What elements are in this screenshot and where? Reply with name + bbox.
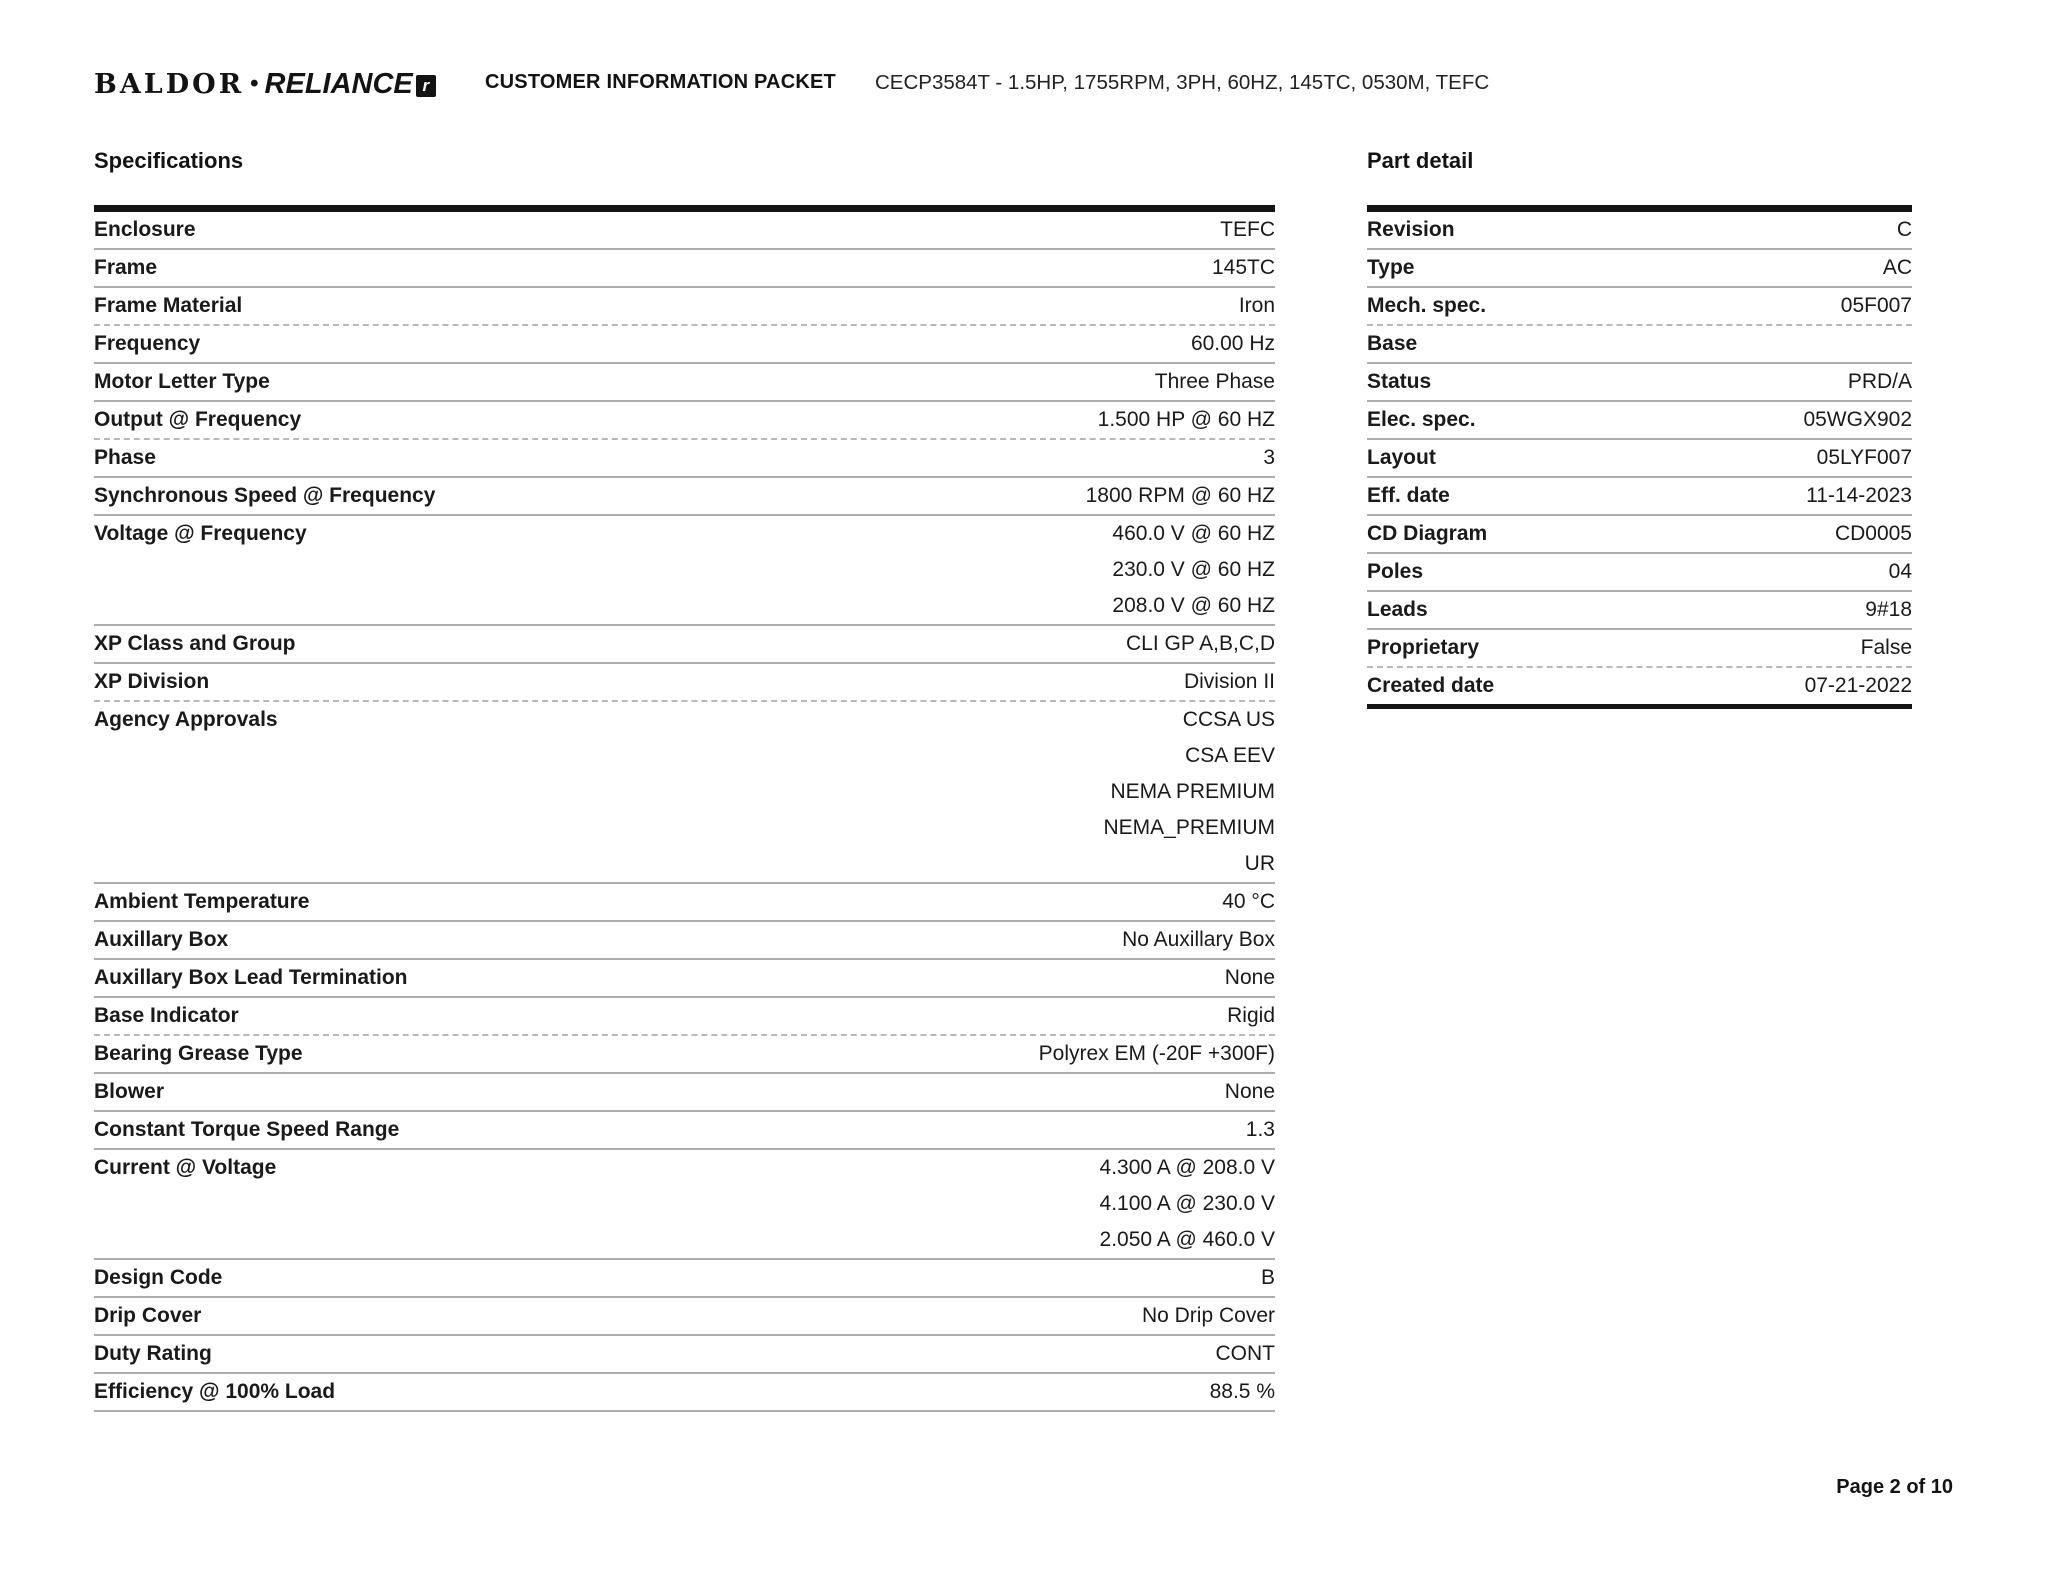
row-values [1806, 478, 1912, 514]
spec-row [94, 626, 1275, 664]
row-label: Drip Cover [94, 1304, 202, 1327]
row-values [1263, 440, 1275, 476]
spec-row [94, 516, 1275, 626]
row-value: None [1224, 966, 1275, 989]
table-top-rule [94, 205, 1275, 212]
row-label: Created date [1367, 674, 1495, 697]
logo-reliance-text: RELIANCE [264, 68, 413, 100]
row-value: PRD/A [1847, 370, 1912, 393]
part-detail-table [1367, 205, 1912, 709]
spec-row [94, 478, 1275, 516]
row-label: Status [1367, 370, 1432, 393]
row-value: None [1224, 1080, 1275, 1103]
row-values [1142, 1298, 1275, 1334]
row-values [1841, 288, 1912, 324]
row-value: 88.5 % [1209, 1380, 1275, 1403]
row-value: CD0005 [1834, 522, 1912, 545]
spec-row [94, 702, 1275, 884]
baldor-reliance-logo [94, 68, 436, 101]
row-label: Ambient Temperature [94, 890, 310, 913]
row-values [1086, 478, 1275, 514]
part-detail-row [1367, 440, 1912, 478]
row-label: Auxillary Box Lead Termination [94, 966, 408, 989]
row-value: 460.0 V @ 60 HZ [1112, 522, 1275, 545]
row-values [1246, 1112, 1275, 1148]
specifications-table [94, 205, 1275, 1412]
row-label: Elec. spec. [1367, 408, 1476, 431]
row-label: Synchronous Speed @ Frequency [94, 484, 436, 507]
part-detail-row [1367, 364, 1912, 402]
page-number: Page 2 of 10 [1836, 1476, 1953, 1498]
row-values [1897, 212, 1912, 248]
row-value: Division II [1183, 670, 1275, 693]
row-value: CSA EEV [1185, 744, 1275, 767]
page-header [0, 68, 2048, 108]
row-values [1865, 592, 1912, 628]
spec-row [94, 1374, 1275, 1412]
row-value: 60.00 Hz [1190, 332, 1275, 355]
row-value: No Drip Cover [1141, 1304, 1275, 1327]
row-label: Mech. spec. [1367, 294, 1487, 317]
row-value: 4.100 A @ 230.0 V [1099, 1192, 1275, 1215]
part-detail-row [1367, 478, 1912, 516]
row-values [1222, 884, 1275, 920]
row-label: Output @ Frequency [94, 408, 302, 431]
row-value: 145TC [1211, 256, 1275, 279]
row-value: Three Phase [1154, 370, 1275, 393]
row-value: 05WGX902 [1803, 408, 1912, 431]
part-detail-row [1367, 212, 1912, 250]
row-label: XP Class and Group [94, 632, 296, 655]
spec-row [94, 288, 1275, 326]
row-value: B [1260, 1266, 1275, 1289]
row-label: Base Indicator [94, 1004, 239, 1027]
spec-row [94, 440, 1275, 478]
row-values [1848, 364, 1912, 400]
spec-row [94, 1036, 1275, 1074]
row-label: Auxillary Box [94, 928, 229, 951]
row-label: Base [1367, 332, 1418, 355]
part-detail-section-title: Part detail [1367, 148, 1474, 173]
row-value: TEFC [1220, 218, 1275, 241]
spec-row [94, 1336, 1275, 1374]
row-values [1039, 1036, 1275, 1072]
spec-row [94, 212, 1275, 250]
spec-row [94, 884, 1275, 922]
row-value: 05LYF007 [1816, 446, 1912, 469]
row-values [1225, 960, 1275, 996]
row-value: CLI GP A,B,C,D [1126, 632, 1275, 655]
row-value: Iron [1238, 294, 1275, 317]
row-values [1227, 998, 1275, 1034]
logo-dot-icon: • [250, 70, 259, 97]
row-values [1126, 626, 1275, 662]
part-detail-row [1367, 402, 1912, 440]
row-label: Efficiency @ 100% Load [94, 1380, 336, 1403]
spec-row [94, 664, 1275, 702]
row-label: Blower [94, 1080, 165, 1103]
row-value: 11-14-2023 [1806, 484, 1912, 507]
part-detail-row [1367, 250, 1912, 288]
row-values [1889, 554, 1912, 590]
spec-row [94, 250, 1275, 288]
row-label: Leads [1367, 598, 1428, 621]
row-values [1805, 668, 1912, 704]
row-value: 40 °C [1222, 890, 1275, 913]
row-value: 208.0 V @ 60 HZ [1112, 594, 1275, 617]
row-values [1817, 440, 1912, 476]
row-value: 4.300 A @ 208.0 V [1099, 1156, 1275, 1179]
row-label: Design Code [94, 1266, 223, 1289]
part-detail-row [1367, 592, 1912, 630]
row-values [1191, 326, 1275, 362]
row-label: Bearing Grease Type [94, 1042, 303, 1065]
row-label: Current @ Voltage [94, 1156, 277, 1179]
row-values [1261, 1260, 1275, 1296]
row-label: Revision [1367, 218, 1455, 241]
row-label: Motor Letter Type [94, 370, 270, 393]
specifications-section-title: Specifications [94, 148, 244, 173]
row-value: UR [1244, 852, 1275, 875]
spec-row [94, 364, 1275, 402]
part-detail-row [1367, 516, 1912, 554]
row-values [1210, 1374, 1275, 1410]
row-values [1216, 1336, 1276, 1372]
row-value: 2.050 A @ 460.0 V [1099, 1228, 1275, 1251]
table-bottom-rule [1367, 704, 1912, 709]
row-label: Eff. date [1367, 484, 1450, 507]
row-label: Constant Torque Speed Range [94, 1118, 400, 1141]
row-label: Poles [1367, 560, 1424, 583]
row-value: NEMA_PREMIUM [1103, 816, 1275, 839]
spec-row [94, 1260, 1275, 1298]
row-value: No Auxillary Box [1122, 928, 1275, 951]
part-detail-row [1367, 630, 1912, 668]
row-values [1225, 1074, 1275, 1110]
row-values [1098, 402, 1275, 438]
row-value: CONT [1215, 1342, 1275, 1365]
part-detail-row [1367, 668, 1912, 706]
row-values [1835, 516, 1912, 552]
spec-row [94, 960, 1275, 998]
row-value: 04 [1888, 560, 1912, 583]
row-values [1122, 922, 1275, 958]
row-label: Frequency [94, 332, 201, 355]
row-value: NEMA PREMIUM [1110, 780, 1275, 803]
spec-row [94, 922, 1275, 960]
part-detail-row [1367, 326, 1912, 364]
part-detail-row [1367, 288, 1912, 326]
row-values [1883, 250, 1912, 286]
spec-row [94, 1112, 1275, 1150]
row-label: Duty Rating [94, 1342, 212, 1365]
spec-row [94, 1150, 1275, 1260]
spec-row [94, 1298, 1275, 1336]
row-value: CCSA US [1182, 708, 1275, 731]
row-label: Voltage @ Frequency [94, 522, 307, 545]
part-number-subtitle: CECP3584T - 1.5HP, 1755RPM, 3PH, 60HZ, 145TC, 0530M, TEFC [875, 71, 1490, 94]
row-values [1861, 630, 1912, 666]
row-label: Agency Approvals [94, 708, 278, 731]
row-label: Proprietary [1367, 636, 1480, 659]
spec-row [94, 326, 1275, 364]
row-label: Phase [94, 446, 156, 469]
row-label: Type [1367, 256, 1415, 279]
row-values [1112, 516, 1275, 624]
row-value: False [1860, 636, 1912, 659]
row-value: 230.0 V @ 60 HZ [1112, 558, 1275, 581]
row-label: Layout [1367, 446, 1436, 469]
spec-row [94, 402, 1275, 440]
part-detail-row [1367, 554, 1912, 592]
row-value: 1.500 HP @ 60 HZ [1097, 408, 1275, 431]
part-detail-rows [1367, 212, 1912, 706]
row-values [1220, 212, 1275, 248]
spec-row [94, 1074, 1275, 1112]
row-label: Frame [94, 256, 158, 279]
row-label: Enclosure [94, 218, 196, 241]
row-label: XP Division [94, 670, 210, 693]
specifications-rows [94, 212, 1275, 1412]
logo-baldor-text: BALDOR [94, 69, 245, 100]
row-value: 9#18 [1865, 598, 1912, 621]
row-label: Frame Material [94, 294, 243, 317]
row-value: 1.3 [1245, 1118, 1275, 1141]
row-values [1803, 402, 1912, 438]
row-value: AC [1882, 256, 1912, 279]
row-values [1100, 1150, 1275, 1258]
document-title: CUSTOMER INFORMATION PACKET [485, 71, 836, 93]
row-value: 07-21-2022 [1804, 674, 1912, 697]
row-value: Rigid [1227, 1004, 1275, 1027]
row-label: CD Diagram [1367, 522, 1488, 545]
row-values [1103, 702, 1275, 882]
row-value: 1800 RPM @ 60 HZ [1085, 484, 1275, 507]
row-value: 05F007 [1840, 294, 1912, 317]
row-values [1155, 364, 1275, 400]
table-top-rule [1367, 205, 1912, 212]
row-values [1239, 288, 1275, 324]
row-values [1184, 664, 1275, 700]
reliance-mark-icon: r [416, 75, 436, 97]
row-value: C [1896, 218, 1912, 241]
row-value: Polyrex EM (-20F +300F) [1038, 1042, 1275, 1065]
row-values [1212, 250, 1275, 286]
spec-row [94, 998, 1275, 1036]
row-value: 3 [1263, 446, 1275, 469]
